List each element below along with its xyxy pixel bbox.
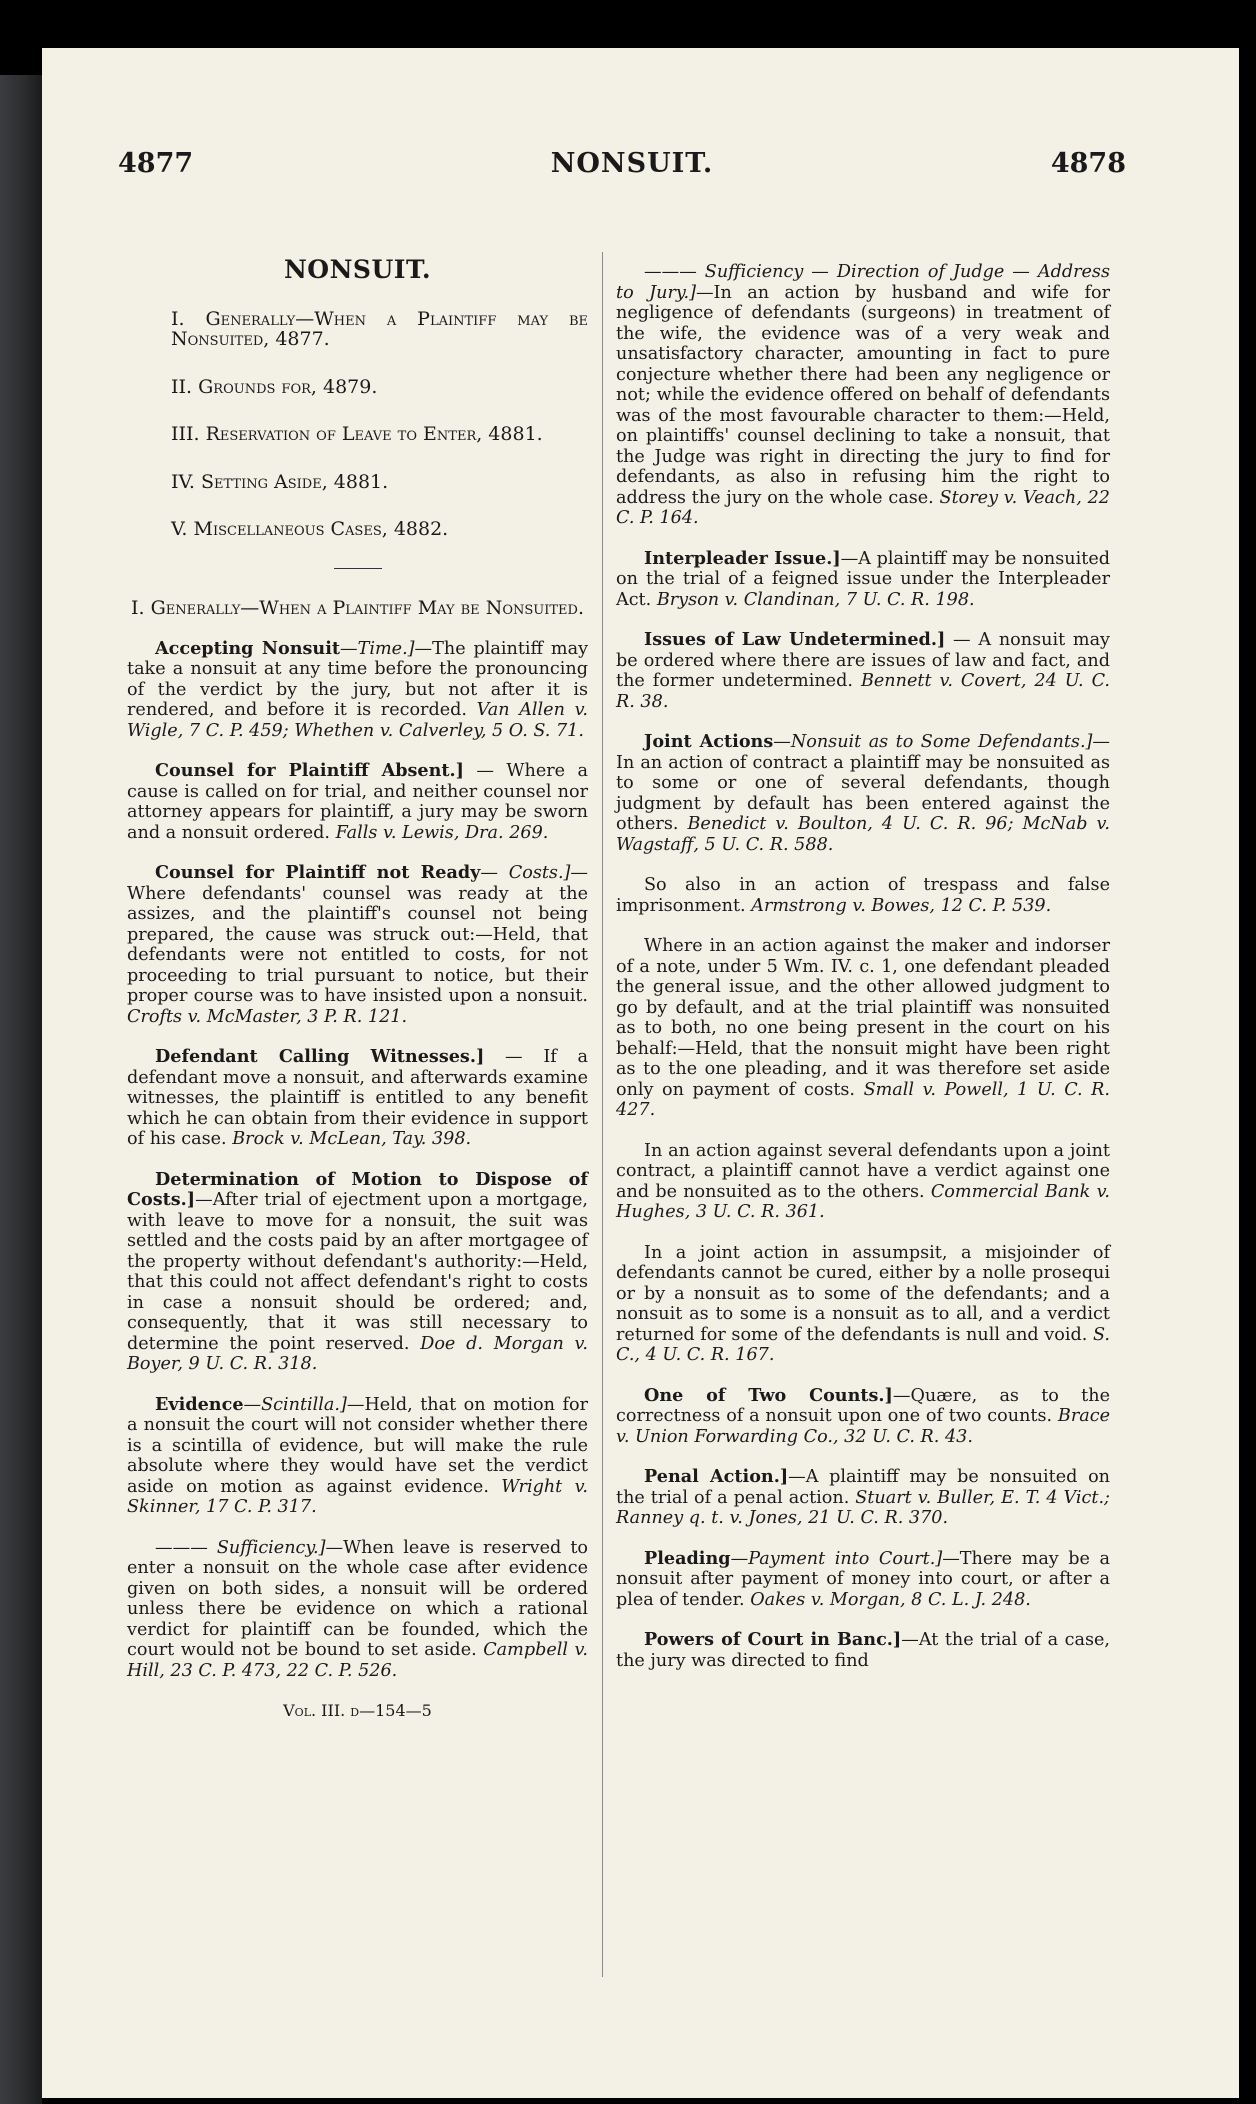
case-citation: Brock v. McLean, Tay. 398. — [232, 1129, 472, 1149]
entry-heading: Counsel for Plaintiff not Ready — [155, 862, 481, 883]
entry-body: — Where a cause is called on for trial, and neither counsel nor attorney appears for plaintiff, a jury may be sworn and a nonsuit ordered. — [127, 761, 588, 843]
entry-heading: Penal Action.] — [644, 1466, 789, 1487]
entry-body: Where in an action against the maker and indorser of a note, under 5 Wm. IV. c. 1, one defendant pleaded the general issue, and the other allowed judgment to go by default, and at the trial plaintiff was nonsuited as to both, no one being present in the court on his behalf:—Held, that the nonsuit might have been right as to the one pleading, and it was therefore set aside only on payment of costs. — [616, 936, 1110, 1100]
toc-item — [127, 519, 588, 540]
toc-item — [127, 377, 588, 398]
case-citation: Doe d. Morgan v. Boyer, 9 U. C. R. 318. — [127, 1333, 589, 1374]
entry-paragraph — [127, 1170, 588, 1375]
entry-paragraph — [616, 1243, 1110, 1366]
toc-line — [127, 377, 588, 398]
running-title: NONSUIT. — [550, 148, 714, 179]
toc-text: Grounds for, 4879. — [198, 375, 378, 398]
entry-body: —A plaintiff may be nonsuited on the trial of a penal action. — [616, 1467, 1110, 1508]
toc-text: Generally—When a Plaintiff may be Nonsuited, 4877. — [171, 307, 588, 350]
toc-number: I. — [171, 307, 185, 330]
entry-body: —After trial of ejectment upon a mortgage, with leave to move for a nonsuit, the suit was settled and the costs paid by an after mortgagee of the property without defendant's authority:—Held, that this could not affect defendant's right to costs in case a nonsuit should be ordered; and, consequently, that it was still necessary to determine the point reserved. — [127, 1190, 588, 1354]
case-citation: Van Allen v. Wigle, 7 C. P. 459; Whethen v. Calverley, 5 O. S. 71. — [127, 700, 589, 741]
entry-body: —Where defendants' counsel was ready at the assizes, and the plaintiff's counsel not being prepared, the cause was struck out:—Held, that defendants were not entitled to costs, for not proceeding to trial pursuant to notice, but their proper course was to have insisted upon a nonsuit. — [127, 863, 589, 1006]
entry-heading: Counsel for Plaintiff Absent.] — [155, 760, 464, 781]
entry-body: In a joint action in assumpsit, a misjoinder of defendants cannot be cured, either by a nolle prosequi or by a nonsuit as to some of the defendants; and a nonsuit as to some is a nonsuit as to all, and a verdict returned for some of the defendants is null and void. — [616, 1242, 1110, 1345]
case-citation: Campbell v. Hill, 23 C. P. 473, 22 C. P. 526. — [127, 1640, 588, 1681]
entry-subheading: ——— Sufficiency — Direction of Judge — Address to Jury.] — [616, 262, 1110, 303]
toc-text: Miscellaneous Cases, 4882. — [193, 518, 449, 540]
entry-paragraph — [616, 549, 1110, 611]
entry-subheading: ——— Sufficiency.] — [155, 1537, 326, 1558]
toc-line — [127, 519, 588, 540]
case-citation: Brace v. Union Forwarding Co., 32 U. C. R. 43. — [616, 1406, 1111, 1447]
entry-subheading: —Payment into Court.] — [730, 1548, 943, 1569]
entry-paragraph — [616, 732, 1110, 855]
entry-heading: Issues of Law Undetermined.] — [644, 629, 946, 650]
page-number-right: 4878 — [1050, 148, 1126, 179]
entry-paragraph — [616, 630, 1110, 712]
entry-paragraph — [616, 875, 1110, 916]
toc-line — [127, 424, 588, 445]
entry-body: —In an action by husband and wife for negligence of defendants (surgeons) in treatment of the wife, the evidence was of a very weak and unsatisfactory character, amounting in fact to pure conjecture whether there had been any negligence or not; while the evidence offered on behalf of defendants was of the most favourable character to them:—Held, on plaintiffs' counsel declining to take a nonsuit, that the Judge was right in directing the jury to find for defendants, as also in refusing him the right to address the jury on the whole case. — [616, 282, 1110, 508]
entry-body: —Held, that on motion for a nonsuit the court will not consider whether there is a scintilla of evidence, but will make the rule absolute where they would have set the verdict aside on motion as against evidence. — [127, 1394, 588, 1497]
entry-body: —When leave is reserved to enter a nonsuit on the whole case after evidence given on both sides, a nonsuit will be ordered unless there be evidence on which a rational verdict for plaintiff can be founded, which the court would not be bound to set aside. — [127, 1537, 588, 1660]
entry-body: —Quære, as to the correctness of a nonsuit upon one of two counts. — [616, 1385, 1110, 1426]
entry-paragraph — [127, 1538, 588, 1682]
entry-body: In an action against several defendants upon a joint contract, a plaintiff cannot have a verdict against one and be nonsuited as to the others. — [616, 1140, 1110, 1202]
left-entries — [127, 639, 588, 1682]
entry-heading: Powers of Court in Banc.] — [644, 1629, 902, 1650]
toc-number: IV. — [171, 470, 195, 493]
case-citation: Crofts v. McMaster, 3 P. R. 121. — [127, 1006, 408, 1027]
entry-paragraph — [616, 1141, 1110, 1223]
case-citation: Commercial Bank v. Hughes, 3 U. C. R. 361. — [616, 1181, 1111, 1222]
toc-item — [127, 472, 588, 493]
toc-text: Reservation of Leave to Enter, 4881. — [205, 423, 543, 445]
entry-paragraph — [127, 1395, 588, 1518]
entry-heading: Pleading — [644, 1547, 731, 1569]
running-header — [92, 148, 1172, 188]
section-rule — [334, 568, 382, 569]
entry-paragraph — [127, 761, 588, 843]
toc-item — [127, 309, 588, 350]
case-citation: Small v. Powell, 1 U. C. R. 427. — [616, 1079, 1110, 1120]
entry-paragraph — [616, 1549, 1110, 1611]
entry-heading: One of Two Counts.] — [644, 1384, 893, 1406]
entry-heading: Interpleader Issue.] — [644, 547, 841, 569]
toc-number: III. — [171, 423, 200, 445]
entry-body: —At the trial of a case, the jury was directed to find — [616, 1630, 1111, 1671]
subsection-heading: I. Generally—When a Plaintiff May be Nonsuited. — [130, 596, 584, 619]
entry-paragraph — [616, 262, 1110, 529]
entry-paragraph — [616, 1467, 1110, 1529]
case-citation: Storey v. Veach, 22 C. P. 164. — [616, 487, 1110, 528]
book-spine — [0, 75, 42, 2104]
case-citation: Bryson v. Clandinan, 7 U. C. R. 198. — [656, 589, 975, 610]
case-citation: S. C., 4 U. C. R. 167. — [616, 1324, 1110, 1365]
entry-body: —In an action of contract a plaintiff may be nonsuited as to some or one of several defendants, though judgment by default has been entered against the others. — [616, 732, 1110, 834]
entry-body: —There may be a nonsuit after payment of money into court, or after a plea of tender. — [616, 1548, 1111, 1610]
entry-paragraph — [127, 639, 588, 742]
case-citation: Falls v. Lewis, Dra. 269. — [335, 822, 549, 843]
toc-number: II. — [171, 375, 193, 398]
entry-paragraph — [616, 1630, 1110, 1671]
entry-heading: Accepting Nonsuit — [155, 637, 341, 659]
entry-paragraph — [616, 936, 1110, 1121]
right-entries — [616, 262, 1110, 1671]
toc-line — [127, 309, 588, 350]
entry-heading: Defendant Calling Witnesses.] — [155, 1046, 485, 1067]
entry-paragraph — [127, 863, 588, 1027]
entry-heading: Determination of Motion to Dispose of Costs.] — [127, 1168, 588, 1210]
entry-body: — If a defendant move a nonsuit, and afterwards examine witnesses, the plaintiff is entitled to any benefit which he can obtain from their evidence in support of his case. — [127, 1047, 588, 1149]
toc-item — [127, 424, 588, 445]
page-number-left: 4877 — [118, 148, 194, 179]
entry-paragraph — [616, 1386, 1110, 1448]
entry-body: —The plaintiff may take a nonsuit at any time before the pronouncing of the verdict by the jury, but not after it is rendered, and before it is recorded. — [127, 638, 589, 720]
left-column — [127, 256, 588, 1722]
section-title: NONSUIT. — [283, 255, 432, 284]
case-citation: Armstrong v. Bowes, 12 C. P. 539. — [751, 895, 1052, 916]
entry-subheading: —Scintilla.] — [243, 1394, 347, 1415]
entry-body: — A nonsuit may be ordered where there are issues of law and fact, and the former undetermined. — [616, 630, 1111, 691]
right-column — [616, 262, 1110, 1691]
toc-number: V. — [171, 518, 188, 540]
entry-heading: Joint Actions — [644, 731, 774, 752]
table-of-contents — [127, 309, 588, 540]
case-citation: Wright v. Skinner, 17 C. P. 317. — [127, 1476, 589, 1517]
case-citation: Stuart v. Buller, E. T. 4 Vict.; Ranney q. t. v. Jones, 21 U. C. R. 370. — [616, 1487, 1110, 1528]
entry-body: —A plaintiff may be nonsuited on the trial of a feigned issue under the Interpleader Act. — [616, 548, 1110, 610]
entry-subheading: —Time.] — [340, 638, 415, 659]
volume-signature: Vol. III. d—154—5 — [283, 1701, 432, 1720]
entry-body: So also in an action of trespass and false imprisonment. — [616, 875, 1110, 916]
entry-subheading: —Nonsuit as to Some Defendants.] — [773, 732, 1093, 752]
entry-paragraph — [127, 1047, 588, 1150]
case-citation: Oakes v. Morgan, 8 C. L. J. 248. — [750, 1589, 1031, 1610]
entry-subheading: — Costs.] — [480, 863, 571, 883]
toc-text: Setting Aside, 4881. — [201, 470, 389, 493]
case-citation: Bennett v. Covert, 24 U. C. R. 38. — [616, 671, 1111, 712]
column-divider — [602, 252, 603, 1977]
case-citation: Benedict v. Boulton, 4 U. C. R. 96; McNab v. Wagstaff, 5 U. C. R. 588. — [616, 814, 1110, 855]
entry-heading: Evidence — [155, 1393, 244, 1415]
toc-line — [127, 472, 588, 493]
